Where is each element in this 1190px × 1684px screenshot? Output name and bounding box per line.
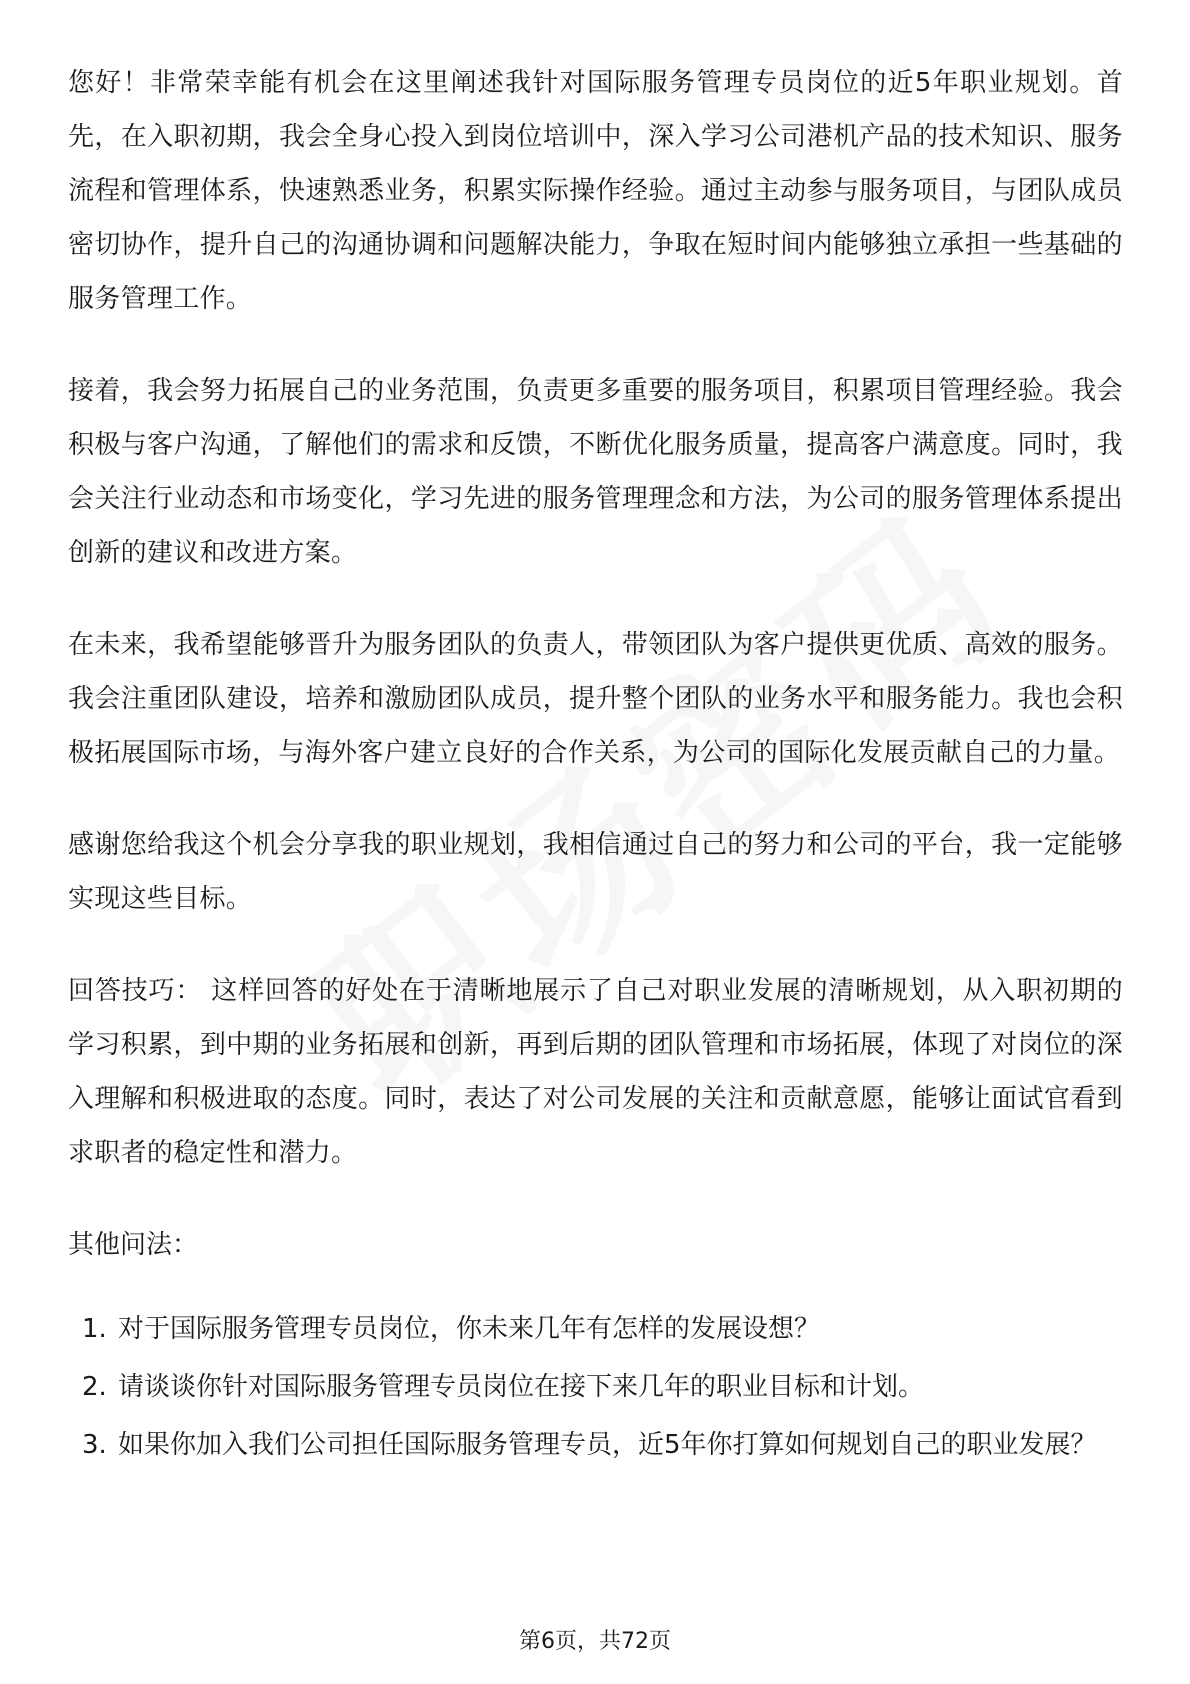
other-questions-label: 其他问法： [68,1230,199,1260]
list-item [68,1418,1123,1472]
paragraph-mid-term: 接着，我会努力拓展自己的业务范围，负责更多重要的服务项目，积累项目管理经验。我会积极与客户沟通，了解他们的需求和反馈，不断优化服务质量，提高客户满意度。同时，我会关注行业动态和市场变化，学习先进的服务管理理念和方法，为公司的服务管理体系提出创新的建议和改进方案。 [68,376,1123,568]
paragraph-long-term: 在未来，我希望能够晋升为服务团队的负责人，带领团队为客户提供更优质、高效的服务。我会注重团队建设，培养和激励团队成员，提升整个团队的业务水平和服务能力。我也会积极拓展国际市场，与海外客户建立良好的合作关系，为公司的国际化发展贡献自己的力量。 [68,630,1123,768]
list-item [68,1360,1123,1414]
paragraph-answer-tips: 回答技巧： 这样回答的好处在于清晰地展示了自己对职业发展的清晰规划，从入职初期的学习积累，到中期的业务拓展和创新，再到后期的团队管理和市场拓展，体现了对岗位的深入理解和积极进取的态度。同时，表达了对公司发展的关注和贡献意愿，能够让面试官看到求职者的稳定性和潜力。 [68,976,1123,1168]
paragraph-thanks: 感谢您给我这个机会分享我的职业规划，我相信通过自己的努力和公司的平台，我一定能够实现这些目标。 [68,830,1123,914]
other-questions-list [68,1302,1123,1472]
list-item [68,1302,1123,1356]
page-number-footer: 第6页，共72页 [519,1629,671,1654]
list-item-number: 1. [82,1314,107,1344]
list-item-number: 2. [82,1372,107,1402]
list-item-text: 如果你加入我们公司担任国际服务管理专员，近5年你打算如何规划自己的职业发展？ [118,1430,1097,1460]
list-item-number: 3. [82,1430,107,1460]
document-body [68,56,1123,1476]
paragraph-intro: 您好！非常荣幸能有机会在这里阐述我针对国际服务管理专员岗位的近5年职业规划。首先，在入职初期，我会全身心投入到岗位培训中，深入学习公司港机产品的技术知识、服务流程和管理体系，快速熟悉业务，积累实际操作经验。通过主动参与服务项目，与团队成员密切协作，提升自己的沟通协调和问题解决能力，争取在短时间内能够独立承担一些基础的服务管理工作。 [68,68,1123,314]
list-item-text: 请谈谈你针对国际服务管理专员岗位在接下来几年的职业目标和计划。 [118,1372,925,1402]
list-item-text: 对于国际服务管理专员岗位，你未来几年有怎样的发展设想？ [118,1314,821,1344]
